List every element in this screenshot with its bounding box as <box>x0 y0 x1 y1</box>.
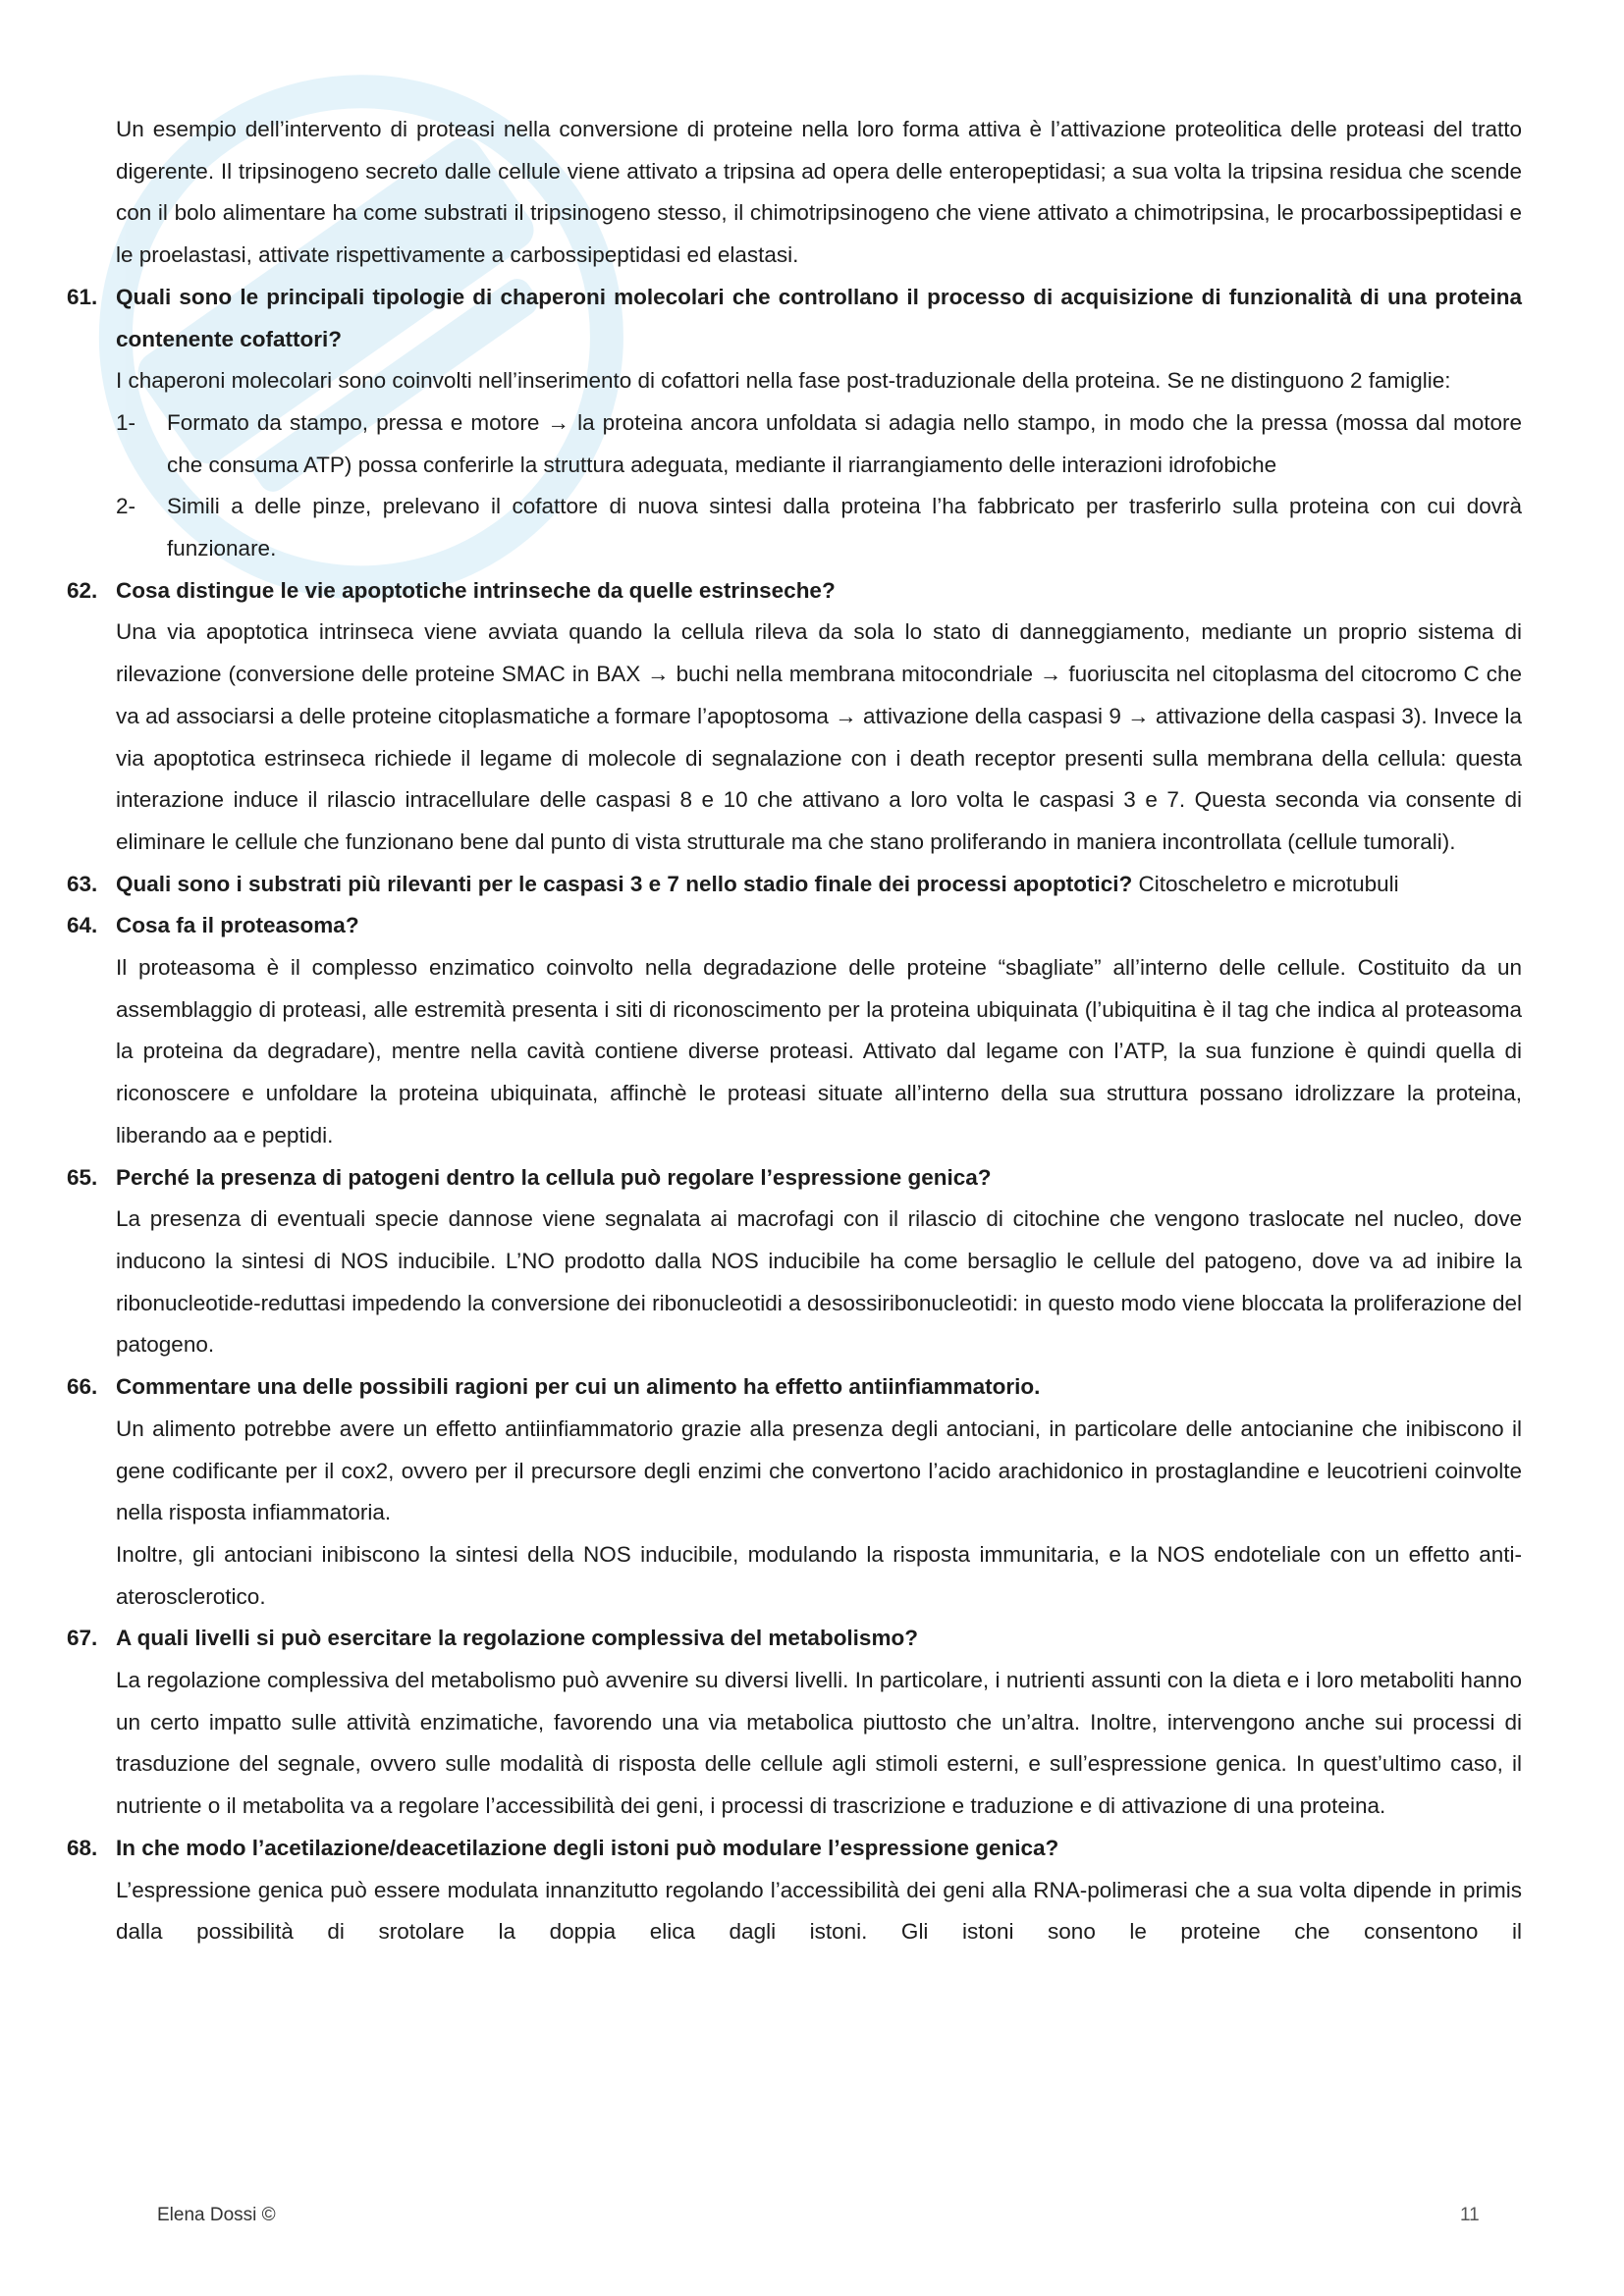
answer-67: La regolazione complessiva del metabolismo può avvenire su diversi livelli. In particolare, i nutrienti assunti con la dieta e i loro metaboliti hanno un certo impatto sulle attività enzimatiche, favorendo una via metabolica piuttosto che un’altra. Inoltre, intervengono anche sui processi di trasduzione del segnale, ovvero sulle modalità di risposta delle cellule agli stimoli esterni, e sull’espressione genica. In quest’ultimo caso, il nutriente o il metabolita va a regolare l’accessibilità dei geni, i processi di trascrizione e traduzione e di attivazione di una proteina. <box>116 1668 1522 1819</box>
question-66 <box>67 1366 1522 1409</box>
question-68 <box>67 1828 1522 1870</box>
answer-66-continued: Inoltre, gli antociani inibiscono la sintesi della NOS inducibile, modulando la risposta immunitaria, e la NOS endoteliale con un effetto anti-aterosclerotico. <box>116 1541 1522 1609</box>
question-number: 65. <box>67 1164 98 1190</box>
question-text: A quali livelli si può esercitare la regolazione complessiva del metabolismo? <box>116 1626 918 1651</box>
page-number: 11 <box>1460 2205 1480 2225</box>
question-62 <box>67 570 1522 613</box>
question-63 <box>67 864 1522 906</box>
question-65 <box>67 1157 1522 1200</box>
question-number: 67. <box>67 1626 98 1651</box>
answer-66: Un alimento potrebbe avere un effetto antiinfiammatorio grazie alla presenza degli antociani, in particolare delle antocianine che inibiscono il gene codificante per il cox2, ovvero per il precursore degli enzimi che convertono l’acido arachidonico in prostaglandine e leucotrieni coinvolte nella risposta infiammatoria. <box>116 1415 1522 1525</box>
question-text: Cosa fa il proteasoma? <box>116 913 359 938</box>
question-67 <box>67 1618 1522 1660</box>
list-item-number: 2- <box>116 494 136 519</box>
question-number: 66. <box>67 1374 98 1400</box>
question-text: Perché la presenza di patogeni dentro la cellula può regolare l’espressione genica? <box>116 1164 992 1190</box>
question-text: Cosa distingue le vie apoptotiche intrinseche da quelle estrinseche? <box>116 577 836 603</box>
list-item <box>116 486 1522 569</box>
answer-65: La presenza di eventuali specie dannose viene segnalata ai macrofagi con il rilascio di citochine che vengono traslocate nel nucleo, dove inducono la sintesi di NOS inducibile. L’NO prodotto dalla NOS inducibile ha come bersaglio le cellule del patogeno, dove va ad inibire la ribonucleotide-reduttasi impedendo la conversione dei ribonucleotidi a desossiribonucleotidi: in questo modo viene bloccata la proliferazione del patogeno. <box>116 1206 1522 1358</box>
question-text: Commentare una delle possibili ragioni per cui un alimento ha effetto antiinfiammatorio. <box>116 1374 1041 1400</box>
document-body <box>67 109 1522 1953</box>
answer-64: Il proteasoma è il complesso enzimatico coinvolto nella degradazione delle proteine “sbagliate” all’interno delle cellule. Costituito da un assemblaggio di proteasi, alle estremità presenta i siti di riconoscimento per la proteina ubiquinata (l’ubiquitina è il tag che indica al proteasoma la proteina da degradare), mentre nella cavità contiene diverse proteasi. Attivato dal legame con l’ATP, la sua funzione è quindi quella di riconoscere e unfoldare la proteina ubiquinata, affinchè le proteasi situate all’interno della sua struttura possano idrolizzare la proteina, liberando aa e peptidi. <box>116 955 1522 1148</box>
question-number: 63. <box>67 871 98 896</box>
list-item-text: Formato da stampo, pressa e motore → la proteina ancora unfoldata si adagia nello stampo, in modo che la pressa (mossa dal motore che consuma ATP) possa conferirle la struttura adeguata, mediante il riarrangiamento delle interazioni idrofobiche <box>167 409 1522 477</box>
question-61 <box>67 277 1522 360</box>
question-text: Quali sono i substrati più rilevanti per le caspasi 3 e 7 nello stadio finale dei processi apoptotici? <box>116 871 1133 896</box>
question-number: 61. <box>67 284 98 309</box>
question-text: In che modo l’acetilazione/deacetilazione degli istoni può modulare l’espressione genica? <box>116 1835 1059 1860</box>
inline-answer-63: Citoscheletro e microtubuli <box>1138 871 1399 896</box>
answer-61: I chaperoni molecolari sono coinvolti nell’inserimento di cofattori nella fase post-traduzionale della proteina. Se ne distinguono 2 famiglie: <box>116 368 1451 394</box>
list-item-number: 1- <box>116 409 136 435</box>
list-item-text: Simili a delle pinze, prelevano il cofattore di nuova sintesi dalla proteina l’ha fabbricato per trasferirlo sulla proteina con cui dovrà funzionare. <box>167 494 1522 561</box>
question-text: Quali sono le principali tipologie di chaperoni molecolari che controllano il processo di acquisizione di funzionalità di una proteina contenente cofattori? <box>116 284 1522 351</box>
question-number: 64. <box>67 913 98 938</box>
question-64 <box>67 905 1522 947</box>
intro-paragraph: Un esempio dell’intervento di proteasi nella conversione di proteine nella loro forma attiva è l’attivazione proteolitica delle proteasi del tratto digerente. Il tripsinogeno secreto dalle cellule viene attivato a tripsina ad opera delle enteropeptidasi; a sua volta la tripsina residua che scende con il bolo alimentare ha come substrati il tripsinogeno stesso, il chimotripsinogeno che viene attivato a chimotripsina, le procarbossipeptidasi e le proelastasi, attivate rispettivamente a carbossipeptidasi ed elastasi. <box>116 117 1522 268</box>
list-item <box>116 402 1522 486</box>
footer-author: Elena Dossi © <box>157 2205 276 2225</box>
answer-62: Una via apoptotica intrinseca viene avviata quando la cellula rileva da sola lo stato di danneggiamento, mediante un proprio sistema di rilevazione (conversione delle proteine SMAC in BAX → buchi nella membrana mitocondriale → fuoriuscita nel citoplasma del citocromo C che va ad associarsi a delle proteine citoplasmatiche a formare l’apoptosoma → attivazione della caspasi 9 → attivazione della caspasi 3). Invece la via apoptotica estrinseca richiede il legame di molecole di segnalazione con i death receptor presenti sulla membrana della cellula: questa interazione induce il rilascio intracellulare delle caspasi 8 e 10 che attivano a loro volta le caspasi 3 e 7. Questa seconda via consente di eliminare le cellule che funzionano bene dal punto di vista strutturale ma che stano proliferando in maniera incontrollata (cellule tumorali). <box>116 619 1522 854</box>
answer-68: L’espressione genica può essere modulata innanzitutto regolando l’accessibilità dei geni alla RNA-polimerasi che a sua volta dipende in primis dalla possibilità di srotolare la doppia elica dagli istoni. Gli istoni sono le proteine che consentono il <box>116 1877 1522 1945</box>
question-number: 62. <box>67 577 98 603</box>
question-number: 68. <box>67 1835 98 1860</box>
